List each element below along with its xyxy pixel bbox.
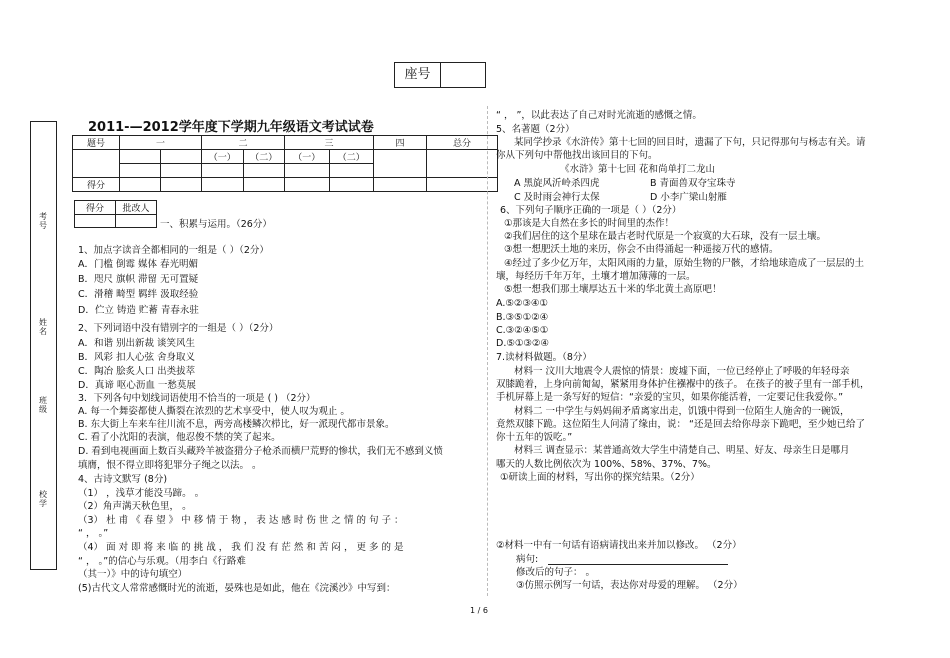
- grader-empty: [116, 215, 157, 228]
- poem-blank-4-note: （其一）》中的诗句填空）: [78, 569, 188, 580]
- chapter-title: 《水浒》第十七回 花和尚单打二龙山: [560, 164, 716, 175]
- material-line: 材料一 汶川大地震令人震惊的情景：废墟下面，一位已经停止了呼吸的年轻母亲: [514, 366, 850, 377]
- grader-table: [74, 200, 157, 228]
- score-empty: [285, 178, 330, 192]
- material-line: 竟然双膝下跪。这位陌生人问清了缘由，说： “还是回去给你母亲下跪吧，至少她已给了: [496, 419, 865, 430]
- score-empty: [285, 164, 330, 178]
- option-line: D.⑤①③②④: [496, 338, 549, 349]
- option-line: B. 东大街上车来车往川流不息，两旁高楼鳞次栉比，好一派现代都市景象。: [78, 419, 395, 430]
- poem-blank-3-line: “ ， 。”: [78, 528, 109, 539]
- score-sub-3-1: （一）: [285, 150, 330, 164]
- score-header-part2: 二: [202, 136, 285, 150]
- option-line-cont: 填膺，恨不得立即将犯罪分子绳之以法。 。: [78, 460, 262, 471]
- option-line: C．滑稽 畸型 羁绊 汲取经验: [78, 289, 199, 300]
- page-number: 1 / 6: [470, 606, 488, 615]
- score-header-question: 题号: [73, 136, 120, 150]
- sentence-line: ③想一想肥沃土地的来历，你会不由得涌起一种遥接万代的感情。: [504, 244, 779, 255]
- option-line: B.③⑤①②④: [496, 312, 549, 323]
- score-empty: [243, 178, 285, 192]
- grader-score-label: 得分: [75, 201, 116, 215]
- material-line: 材料三 调查显示：某普通高效大学生中清楚自己、明星、好友、母亲生日是哪月: [514, 445, 850, 456]
- paragraph-line: 你从下列句中帮他找出该回目的下句。: [496, 150, 658, 161]
- score-empty: [202, 178, 244, 192]
- seat-number-box: [394, 62, 486, 88]
- sentence-line: ①那该是大自然在多长的时间里的杰作！: [504, 218, 675, 229]
- score-header-part4: 四: [374, 136, 427, 150]
- option-line: C 及时雨会神行太保: [514, 192, 600, 203]
- question-2: 2、下列词语中没有错别字的一组是（ ）（2分）: [78, 323, 279, 334]
- option-line: A. 每一个舞姿都使人撕裂在浓烈的艺术享受中，使人叹为观止 。: [78, 406, 350, 417]
- column-divider: [487, 106, 489, 596]
- option-line: A．门槛 倒霉 媒体 春光明媚: [78, 259, 199, 270]
- score-header-total: 总分: [427, 136, 498, 150]
- sidebar-class: 班级: [39, 396, 47, 414]
- exam-title: 2011-—2012学年度下学期九年级语文考试试卷: [88, 120, 374, 135]
- material-line: 材料二 一中学生与妈妈闹矛盾离家出走，饥饿中得到一位陌生人施舍的一碗饭，: [514, 406, 850, 417]
- score-empty: [161, 178, 202, 192]
- score-empty: [329, 164, 374, 178]
- question-5: 5、名著题（2分）: [496, 124, 575, 135]
- question-6: 6、下列句子顺序正确的一项是（ ）（2分）: [500, 205, 682, 216]
- score-empty: [120, 150, 161, 164]
- score-row-label: 得分: [73, 178, 120, 192]
- poem-blank-1: （1） ，浅草才能没马蹄。 。: [78, 488, 205, 499]
- score-empty: [374, 150, 427, 178]
- sentence-line: ②我们居住的这个星球在最古老时代原是一个寂寞的大石球，没有一层土壤。: [504, 231, 827, 242]
- option-line: A 黑旋风沂岭杀四虎: [514, 178, 600, 189]
- question-4: 4、古诗文默写 (8分): [78, 474, 168, 485]
- grader-empty: [75, 215, 116, 228]
- poem-blank-5: (5)古代文人常常感慨时光的流逝，晏殊也是如此，他在《浣溪沙》中写到：: [78, 583, 396, 594]
- score-empty: [161, 150, 202, 164]
- poem-blank-2: （2）角声满天秋色里， 。: [78, 501, 192, 512]
- sentence-line: ④经过了多少亿万年，太阳风雨的力量，原始生物的尸骸，才给地球造成了一层层的土: [504, 258, 865, 269]
- option-line: D．伫立 铸造 贮蓄 青春永驻: [78, 305, 199, 316]
- question-1: 1、加点字读音全都相同的一组是（ ）（2分）: [78, 245, 269, 256]
- question-7: 7.读材料做题。（8分）: [496, 352, 592, 363]
- poem-blank-3: （3） 杜 甫 《 春 望 》 中 移 情 于 物 ， 表 达 感 时 伤 世 之 情 的 句 子 ：: [78, 515, 404, 526]
- score-sub-3-2: （二）: [329, 150, 374, 164]
- score-empty: [202, 164, 244, 178]
- score-header-part1: 一: [120, 136, 202, 150]
- score-row-spacer: [73, 150, 120, 178]
- option-line: D. 看到电视画面上数百头藏羚羊被盗猎分子枪杀而横尸荒野的惨状，我们无不感到义愤: [78, 446, 443, 457]
- option-line: B 青面兽双夺宝珠寺: [650, 178, 736, 189]
- paragraph-line: 某同学抄录《水浒传》第十七回的回目时，遗漏了下句，只记得那句与杨志有关。请: [514, 137, 866, 148]
- sentence-line: 壤，每经历千年万年，土壤才增加薄薄的一层。: [496, 271, 696, 282]
- score-empty: [120, 164, 161, 178]
- question-3: 3．下列各句中划线词语使用不恰当的一项是 ( ) （2分）: [78, 393, 316, 404]
- sentence-line: ⑤想一想我们那土壤厚达五十米的华北黄土高原吧！: [504, 284, 722, 295]
- material-line: 手机屏幕上是一条写好的短信：“亲爱的宝贝，如果你能活着，一定要记住我爱你。”: [496, 392, 844, 403]
- option-line: A．和谐 别出新裁 谈笑风生: [78, 338, 196, 349]
- material-line: 哪天的人数比例依次为 100%、58%、37%、7%。: [496, 459, 717, 470]
- poem-blank-5-line: “ ， ”，以此表达了自己对时光流逝的感慨之情。: [496, 110, 702, 121]
- material-line: 双膝跪着，上身向前匍匐，紧紧用身体护住襁褓中的孩子。 在孩子的被子里有一部手机，: [496, 379, 870, 390]
- option-line: C. 看了小沈阳的表演，他忍俊不禁的笑了起来。: [78, 432, 281, 443]
- corrected-sentence: 修改后的句子： 。: [516, 567, 596, 578]
- option-line: D 小李广梁山射雁: [650, 192, 727, 203]
- score-header-part3: 三: [285, 136, 374, 150]
- sick-sentence-label: 病句:: [516, 554, 539, 565]
- subquestion-3: ③仿照示例写一句话，表达你对母爱的理解。 （2分）: [516, 580, 743, 591]
- option-line: A.⑤②③④①: [496, 298, 548, 309]
- poem-blank-4: （4） 面 对 即 将 来 临 的 挑 战 ， 我 们 没 有 茫 然 和 苦 闷 ， 更 多 的 是: [78, 542, 404, 553]
- score-empty: [120, 178, 161, 192]
- option-line: B．风彩 扣人心弦 舍身取义: [78, 352, 196, 363]
- sidebar-school: 校学: [39, 490, 47, 508]
- option-line: D．真谛 呕心沥血 一愁莫展: [78, 380, 196, 391]
- score-sub-2-1: （一）: [202, 150, 244, 164]
- material-line: 你十五年的饭吃。”: [496, 432, 573, 443]
- poem-blank-4-line: “ ， 。”的信心与乐观。（用李白《行路难: [78, 556, 246, 567]
- subquestion-2: ②材料一中有一句话有语病请找出来并加以修改。 （2分）: [496, 540, 742, 551]
- score-table: [72, 135, 498, 192]
- answer-underline: [548, 564, 728, 565]
- sidebar-name: 姓名: [39, 318, 47, 336]
- grader-marker-label: 批改人: [116, 201, 157, 215]
- section-heading: 一、积累与运用。（26分）: [160, 219, 272, 230]
- score-empty: [161, 164, 202, 178]
- sidebar-exam-no: 考号: [39, 212, 47, 230]
- score-empty: [374, 178, 427, 192]
- score-empty: [329, 178, 374, 192]
- option-line: C.③②④⑤①: [496, 325, 549, 336]
- seat-number-label: 座号: [395, 63, 441, 87]
- option-line: B．咫尺 旗帜 滞留 无可置疑: [78, 274, 199, 285]
- score-empty: [243, 164, 285, 178]
- score-sub-2-2: （二）: [243, 150, 285, 164]
- option-line: C．陶冶 脍炙人口 出类拔萃: [78, 366, 196, 377]
- subquestion-1: ①研读上面的材料，写出你的探究结果。（2分）: [500, 472, 700, 483]
